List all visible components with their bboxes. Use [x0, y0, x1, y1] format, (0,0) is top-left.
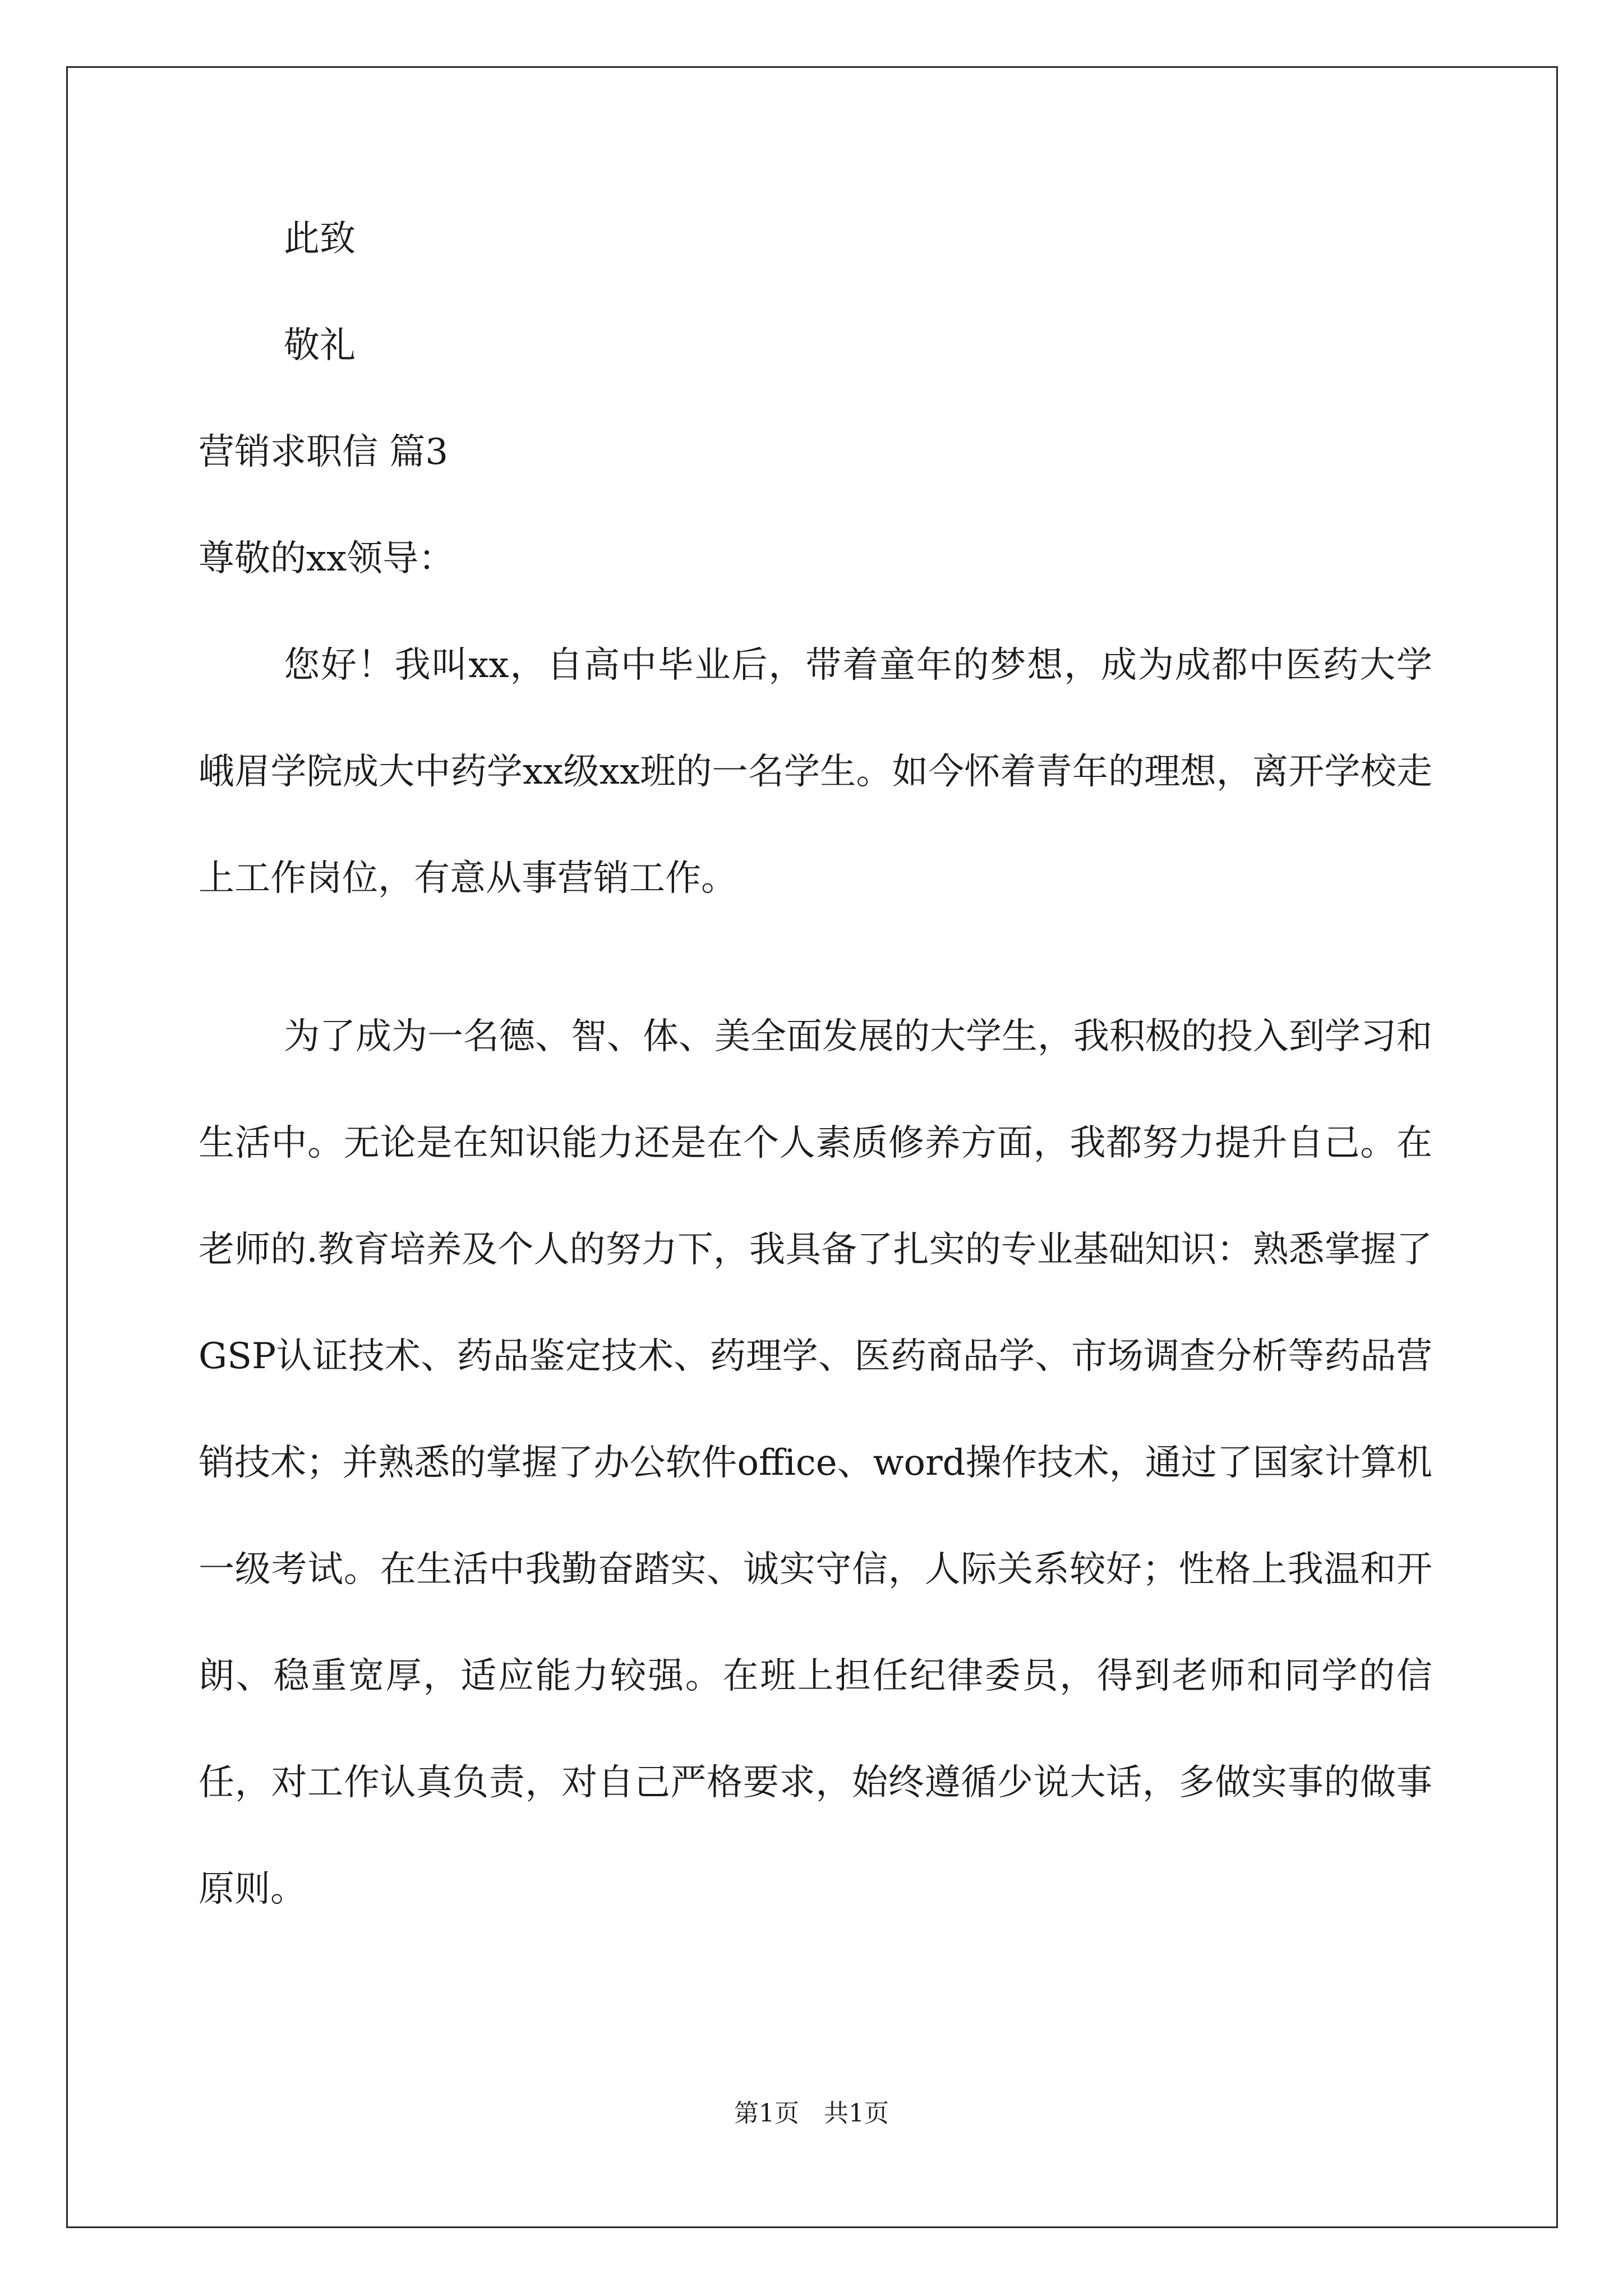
closing-line-2: 敬礼 — [284, 325, 356, 366]
paragraph-intro: 您好！我叫xx，自高中毕业后，带着童年的梦想，成为成都中医药大学峨眉学院成大中药学xx级xx班的一名学生。如今怀着青年的理想，离开学校走上工作岗位，有意从事营销工作。 — [199, 645, 1432, 899]
section-heading: 营销求职信 篇3 — [199, 431, 449, 473]
paragraph-qualifications: 为了成为一名德、智、体、美全面发展的大学生，我积极的投入到学习和生活中。无论是在知识能力还是在个人素质修养方面，我都努力提升自己。在老师的.教育培养及个人的努力下，我具备了扎实的专业基础知识：熟悉掌握了GSP认证技术、药品鉴定技术、药理学、医药商品学、市场调查分析等药品营销技术；并熟悉的掌握了办公软件office、word操作技术，通过了国家计算机一级考试。在生活中我勤奋踏实、诚实守信，人际关系较好；性格上我温和开朗、稳重宽厚，适应能力较强。在班上担任纪律委员，得到老师和同学的信任，对工作认真负责，对自己严格要求，始终遵循少说大话，多做实事的做事原则。 — [199, 1016, 1432, 1910]
salutation: 尊敬的xx领导： — [199, 538, 455, 579]
page-footer: 第1页 共1页 — [734, 2099, 889, 2128]
letter-body — [199, 213, 1432, 2022]
closing-line-1: 此致 — [284, 218, 356, 260]
